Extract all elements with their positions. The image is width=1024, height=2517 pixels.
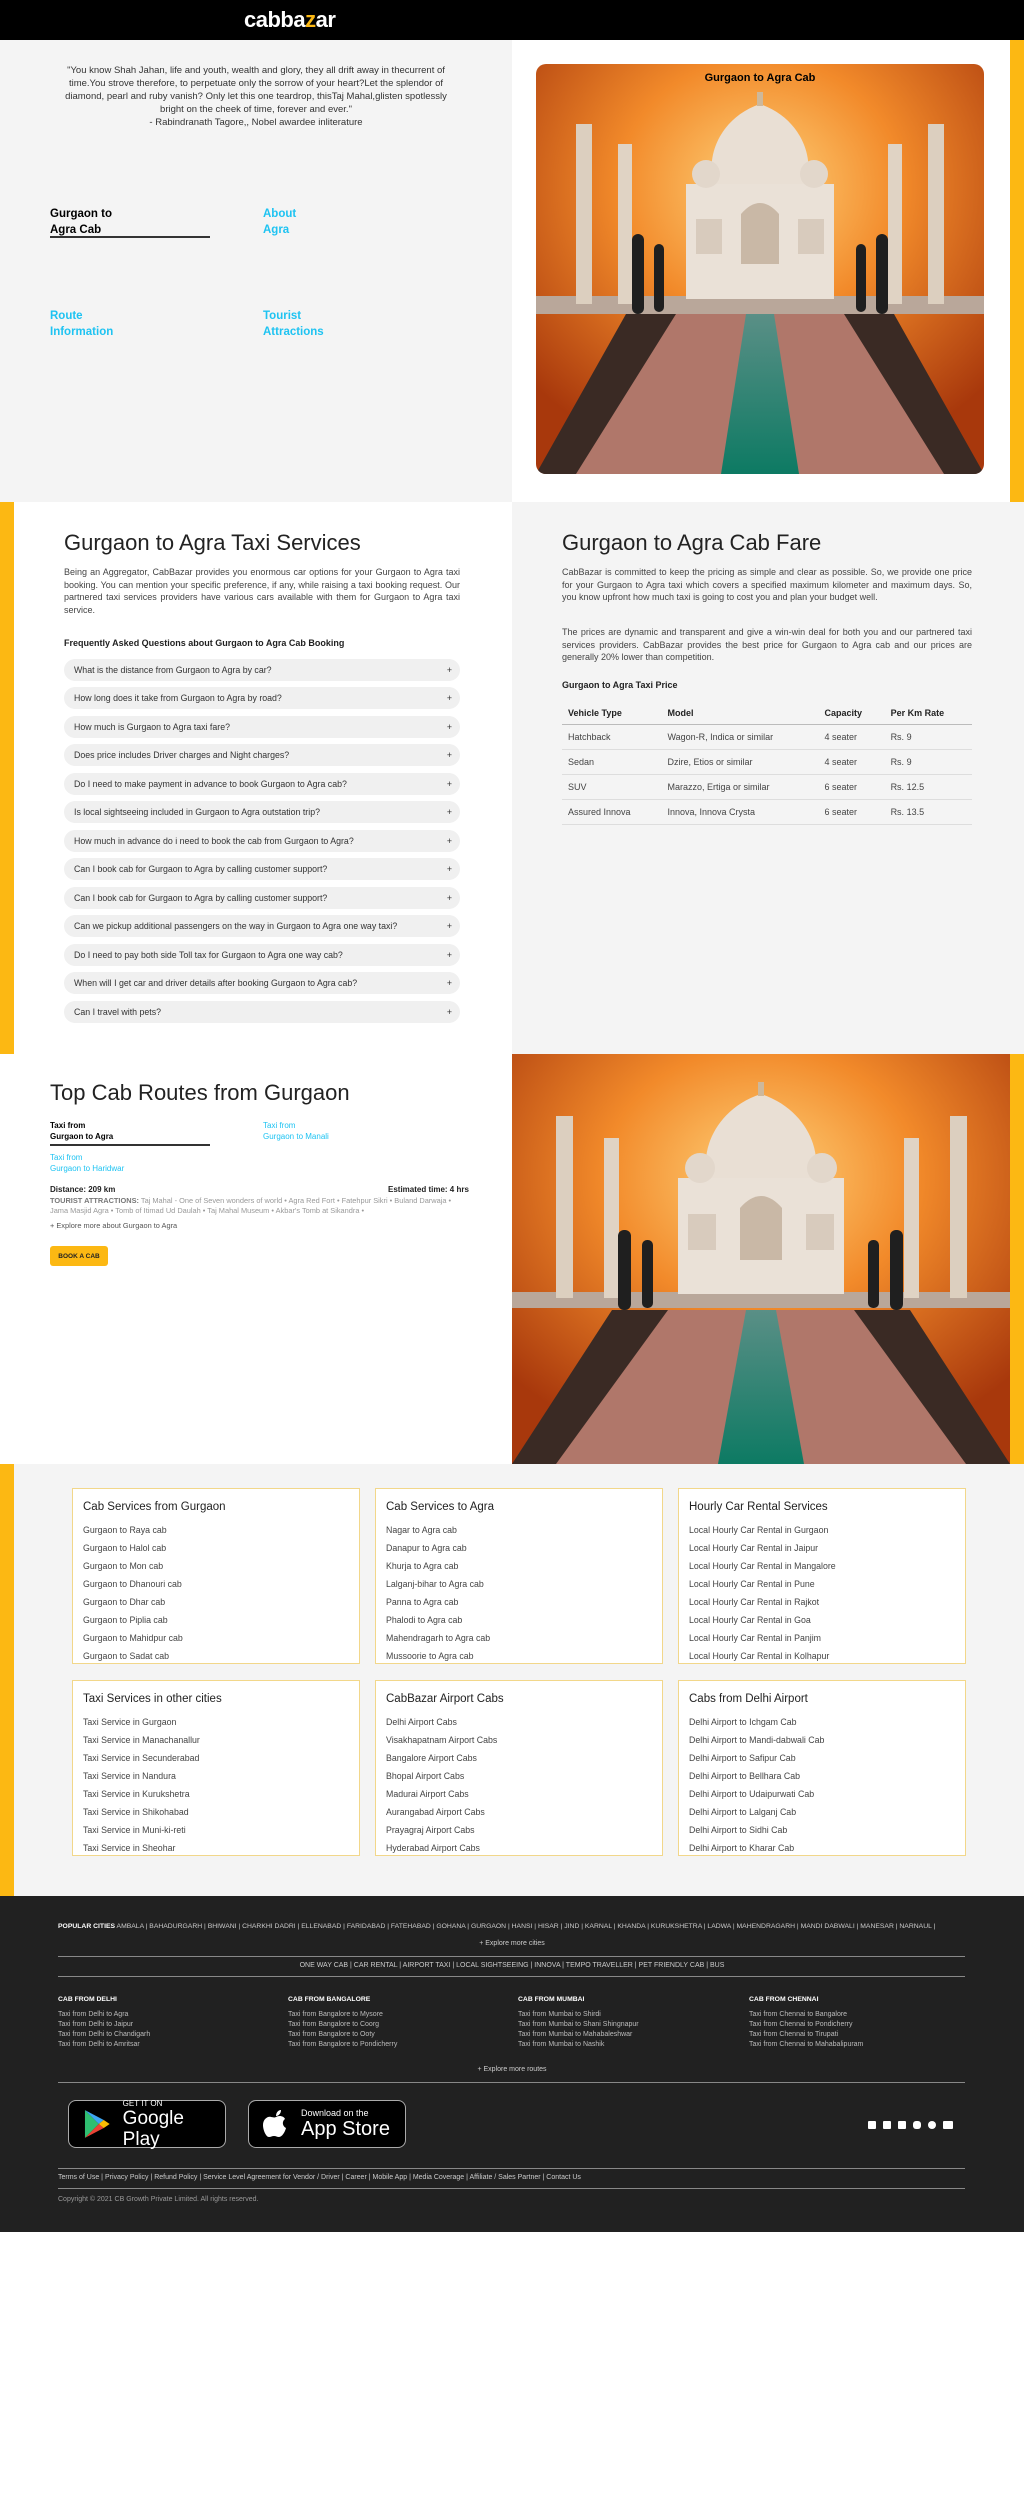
list-item[interactable]: Nagar to Agra cab bbox=[386, 1525, 457, 1535]
faq-item[interactable] bbox=[64, 887, 460, 909]
tab-label-line1: Tourist bbox=[263, 310, 302, 322]
google-play-small-text: GET IT ON bbox=[122, 2098, 163, 2108]
explore-routes-link[interactable]: + Explore more routes bbox=[477, 2066, 547, 2073]
faq-item[interactable] bbox=[64, 944, 460, 966]
book-cab-button[interactable]: BOOK A CAB bbox=[50, 1246, 108, 1266]
copyright: Copyright © 2021 CB Growth Private Limited. All rights reserved. bbox=[58, 2196, 259, 2203]
yellow-accent-strip bbox=[0, 502, 14, 1054]
list-item[interactable]: Local Hourly Car Rental in Gurgaon bbox=[689, 1525, 829, 1535]
plus-icon: + bbox=[446, 1007, 452, 1017]
hero-right bbox=[512, 40, 1024, 502]
footer-column-chennai bbox=[749, 2010, 863, 2050]
column-header: Capacity bbox=[818, 702, 884, 725]
table-cell: Hatchback bbox=[562, 725, 661, 750]
list-item[interactable]: Bangalore Airport Cabs bbox=[386, 1753, 477, 1763]
list-item[interactable]: Delhi Airport to Mandi-dabwali Cab bbox=[689, 1735, 825, 1745]
list-item[interactable]: Gurgaon to Mon cab bbox=[83, 1561, 164, 1571]
plus-icon: + bbox=[446, 921, 452, 931]
facebook-icon[interactable] bbox=[868, 2121, 876, 2129]
google-play-icon bbox=[83, 2109, 111, 2139]
tab-label-line2: Agra bbox=[263, 224, 290, 236]
table-cell: 4 seater bbox=[818, 750, 884, 775]
hero-taj-image bbox=[536, 64, 984, 474]
taj-mahal-illustration bbox=[536, 64, 984, 474]
card-cab-services-to-agra bbox=[375, 1488, 663, 1664]
faq-question: Do I need to make payment in advance to book Gurgaon to Agra cab? bbox=[74, 779, 347, 789]
list-item[interactable]: Visakhapatnam Airport Cabs bbox=[386, 1735, 498, 1745]
tab-label-line1: Route bbox=[50, 310, 83, 322]
plus-icon: + bbox=[446, 722, 452, 732]
active-tab-underline bbox=[50, 236, 210, 238]
list-item[interactable]: Gurgaon to Sadat cab bbox=[83, 1651, 170, 1661]
top-bar bbox=[0, 0, 1024, 40]
list-item[interactable]: Gurgaon to Halol cab bbox=[83, 1543, 167, 1553]
table-row bbox=[562, 775, 972, 800]
card-title: Cab Services to Agra bbox=[386, 1501, 495, 1513]
logo-text-right: ar bbox=[315, 7, 336, 32]
list-item[interactable]: Prayagraj Airport Cabs bbox=[386, 1825, 475, 1835]
list-item[interactable]: Hyderabad Airport Cabs bbox=[386, 1843, 480, 1853]
list-item[interactable]: Gurgaon to Piplia cab bbox=[83, 1615, 168, 1625]
table-cell: Dzire, Etios or similar bbox=[661, 750, 818, 775]
footer-link[interactable]: Taxi from Chennai to Tirupati bbox=[749, 2031, 839, 2038]
faq-item[interactable] bbox=[64, 1001, 460, 1023]
list-item[interactable]: Taxi Service in Sheohar bbox=[83, 1843, 176, 1853]
faq-item[interactable] bbox=[64, 659, 460, 681]
faq-item[interactable] bbox=[64, 716, 460, 738]
list-item[interactable]: Local Hourly Car Rental in Pune bbox=[689, 1579, 815, 1589]
plus-icon: + bbox=[446, 807, 452, 817]
tab-label-line1: About bbox=[263, 208, 297, 220]
list-item[interactable]: Delhi Airport Cabs bbox=[386, 1717, 457, 1727]
table-cell: Rs. 9 bbox=[885, 725, 972, 750]
tab-about-agra[interactable] bbox=[263, 206, 296, 238]
footer-link[interactable]: Taxi from Chennai to Pondicherry bbox=[749, 2021, 853, 2028]
list-item[interactable]: Local Hourly Car Rental in Jaipur bbox=[689, 1543, 819, 1553]
list-item[interactable]: Gurgaon to Mahidpur cab bbox=[83, 1633, 183, 1643]
list-item[interactable]: Delhi Airport to Lalganj Cab bbox=[689, 1807, 797, 1817]
footer-link[interactable]: Taxi from Mumbai to Nashik bbox=[518, 2041, 605, 2048]
list-item[interactable]: Taxi Service in Nandura bbox=[83, 1771, 176, 1781]
table-cell: 6 seater bbox=[818, 800, 884, 825]
tab-label-line1: Gurgaon to bbox=[50, 208, 112, 220]
footer-column-title: CAB FROM BANGALORE bbox=[288, 1996, 371, 2003]
list-item[interactable]: Aurangabad Airport Cabs bbox=[386, 1807, 485, 1817]
google-play-button[interactable] bbox=[68, 2100, 226, 2148]
list-item[interactable]: Taxi Service in Muni-ki-reti bbox=[83, 1825, 186, 1835]
route-tab-line1: Taxi from bbox=[50, 1153, 83, 1162]
services-section bbox=[0, 502, 1024, 1054]
faq-item[interactable] bbox=[64, 744, 460, 766]
google-play-big-text: Google Play bbox=[122, 2107, 184, 2150]
footer-column-delhi bbox=[58, 2010, 150, 2050]
faq-item[interactable] bbox=[64, 858, 460, 880]
list-item[interactable]: Local Hourly Car Rental in Panjim bbox=[689, 1633, 822, 1643]
footer-link[interactable]: Taxi from Chennai to Mahabalipuram bbox=[749, 2041, 864, 2048]
routes-image bbox=[512, 1054, 1024, 1464]
plus-icon: + bbox=[446, 950, 452, 960]
list-item[interactable]: Gurgaon to Dhanouri cab bbox=[83, 1579, 182, 1589]
logo[interactable] bbox=[244, 7, 335, 33]
youtube-icon[interactable] bbox=[943, 2121, 953, 2129]
quote-text: "You know Shah Jahan, life and youth, wealth and glory, they all drift away in thecurrent of time.You strove therefore, to perpetuate only the sorrow of your heart?Let the splendor of diamond, pearl and ruby vanish? Only let this one teardrop, thisTaj Mahal,glisten spotlessly bright on the cheek of time, forever and ever." bbox=[65, 65, 447, 115]
column-header: Vehicle Type bbox=[562, 702, 661, 725]
services-intro: Being an Aggregator, CabBazar provides you enormous car options for your Gurgaon to Agra taxi booking. You can mention your specific preference, if any, while raising a taxi booking request. Our partnered taxi services providers have various cars available with them for Gurgaon to Agra taxi service. bbox=[64, 567, 460, 615]
list-item[interactable]: Delhi Airport to Safipur Cab bbox=[689, 1753, 796, 1763]
faq-question: Do I need to pay both side Toll tax for Gurgaon to Agra one way cab? bbox=[74, 950, 343, 960]
fare-title: Gurgaon to Agra Cab Fare bbox=[562, 530, 822, 555]
footer-link[interactable]: Taxi from Mumbai to Mahabaleshwar bbox=[518, 2031, 633, 2038]
explore-route-link[interactable]: + Explore more about Gurgaon to Agra bbox=[50, 1221, 178, 1230]
cab-fare-panel bbox=[512, 502, 1024, 1054]
divider bbox=[58, 2188, 965, 2189]
footer-link[interactable]: Taxi from Bangalore to Pondicherry bbox=[288, 2041, 398, 2048]
app-store-button[interactable] bbox=[248, 2100, 406, 2148]
route-tab-line1: Taxi from bbox=[50, 1121, 86, 1130]
card-cabbazar-airport-cabs bbox=[375, 1680, 663, 1856]
list-item[interactable]: Delhi Airport to Sidhi Cab bbox=[689, 1825, 788, 1835]
fare-table-title: Gurgaon to Agra Taxi Price bbox=[562, 680, 678, 690]
card-taxi-services-other-cities bbox=[72, 1680, 360, 1856]
yellow-accent-strip bbox=[1010, 40, 1024, 502]
footer-link[interactable]: Taxi from Delhi to Jaipur bbox=[58, 2021, 134, 2028]
link-cards-section bbox=[0, 1464, 1024, 1896]
plus-icon: + bbox=[446, 693, 452, 703]
tab-route-information[interactable] bbox=[50, 308, 113, 340]
list-item[interactable]: Madurai Airport Cabs bbox=[386, 1789, 469, 1799]
tourist-attractions bbox=[50, 1196, 460, 1216]
social-links bbox=[868, 2121, 953, 2129]
table-row bbox=[562, 750, 972, 775]
list-item[interactable]: Delhi Airport to Ichgam Cab bbox=[689, 1717, 797, 1727]
table-cell: Rs. 12.5 bbox=[885, 775, 972, 800]
card-title: Cab Services from Gurgaon bbox=[83, 1501, 226, 1513]
table-cell: SUV bbox=[562, 775, 661, 800]
list-item[interactable]: Local Hourly Car Rental in Mangalore bbox=[689, 1561, 836, 1571]
footer-link[interactable]: Taxi from Delhi to Amritsar bbox=[58, 2041, 140, 2048]
list-item[interactable]: Local Hourly Car Rental in Goa bbox=[689, 1615, 811, 1625]
table-row bbox=[562, 725, 972, 750]
footer-link[interactable]: Taxi from Bangalore to Mysore bbox=[288, 2011, 383, 2018]
footer-column-mumbai bbox=[518, 2010, 639, 2050]
popular-cities bbox=[58, 1922, 968, 1931]
table-cell: Wagon-R, Indica or similar bbox=[661, 725, 818, 750]
footer bbox=[0, 1896, 1024, 2232]
route-estimated-time: Estimated time: 4 hrs bbox=[388, 1185, 469, 1194]
routes-panel bbox=[0, 1054, 512, 1464]
services-links[interactable]: ONE WAY CAB | CAR RENTAL | AIRPORT TAXI | LOCAL SIGHTSEEING | INNOVA | TEMPO TRAVELLER | PET FRIENDLY CAB | BUS bbox=[299, 1962, 725, 1969]
list-item[interactable]: Khurja to Agra cab bbox=[386, 1561, 459, 1571]
faq-item[interactable] bbox=[64, 687, 460, 709]
table-cell: Rs. 9 bbox=[885, 750, 972, 775]
popular-cities-label: POPULAR CITIES bbox=[58, 1923, 116, 1930]
quote-author: - Rabindranath Tagore,, Nobel awardee inliterature bbox=[149, 117, 363, 128]
logo-text-left: cabba bbox=[244, 7, 306, 32]
route-tab-gurgaon-manali[interactable] bbox=[263, 1120, 329, 1142]
card-hourly-car-rental bbox=[678, 1488, 966, 1664]
plus-icon: + bbox=[446, 750, 452, 760]
plus-icon: + bbox=[446, 893, 452, 903]
list-item[interactable]: Panna to Agra cab bbox=[386, 1597, 459, 1607]
list-item[interactable]: Mussoorie to Agra cab bbox=[386, 1651, 474, 1661]
faq-question: Can I book cab for Gurgaon to Agra by calling customer support? bbox=[74, 864, 328, 874]
list-item[interactable]: Local Hourly Car Rental in Kolhapur bbox=[689, 1651, 830, 1661]
taj-mahal-illustration bbox=[512, 1054, 1024, 1464]
list-item[interactable]: Lalganj-bihar to Agra cab bbox=[386, 1579, 484, 1589]
faq-question: What is the distance from Gurgaon to Agra by car? bbox=[74, 665, 272, 675]
faq-question: Does price includes Driver charges and Night charges? bbox=[74, 750, 290, 760]
fare-description-1: CabBazar is committed to keep the pricing as simple and clear as possible. So, we provide one price for your Gurgaon to Agra taxi which covers a specified maximum kilometer and maximum days. So, you know upfront how much taxi is going to cost you and plan your budget well. bbox=[562, 567, 972, 602]
faq-item[interactable] bbox=[64, 915, 460, 937]
route-tab-line1: Taxi from bbox=[263, 1121, 296, 1130]
footer-link[interactable]: Taxi from Bangalore to Coorg bbox=[288, 2021, 380, 2028]
route-distance: Distance: 209 km bbox=[50, 1185, 116, 1194]
faq-question: Can I book cab for Gurgaon to Agra by calling customer support? bbox=[74, 893, 328, 903]
attractions-list: Taj Mahal - One of Seven wonders of world • Agra Red Fort • Fatehpur Sikri • Buland Darwaja • Jama Masjid Agra • Tomb of Itimad Ud Daulah • Taj Mahal Museum • Akbar's Tomb at Sikandra • bbox=[50, 1196, 452, 1215]
faq-item[interactable] bbox=[64, 773, 460, 795]
faq-item[interactable] bbox=[64, 801, 460, 823]
footer-column-bangalore bbox=[288, 2010, 397, 2050]
faq-question: Can I travel with pets? bbox=[74, 1007, 162, 1017]
faq-item[interactable] bbox=[64, 830, 460, 852]
tab-label-line2: Attractions bbox=[263, 326, 324, 338]
linkedin-icon[interactable] bbox=[898, 2121, 906, 2129]
faq-question: Can we pickup additional passengers on the way in Gurgaon to Agra one way taxi? bbox=[74, 921, 398, 931]
attractions-label: TOURIST ATTRACTIONS: bbox=[50, 1196, 139, 1205]
column-header: Model bbox=[661, 702, 818, 725]
table-row bbox=[562, 800, 972, 825]
faq-question: How much in advance do i need to book the cab from Gurgaon to Agra? bbox=[74, 836, 354, 846]
tab-gurgaon-to-agra-cab[interactable] bbox=[50, 206, 112, 238]
apple-icon bbox=[263, 2109, 289, 2139]
tab-label-line2: Information bbox=[50, 326, 114, 338]
top-routes-section bbox=[0, 1054, 1024, 1464]
footer-legal-links[interactable]: Terms of Use | Privacy Policy | Refund Policy | Service Level Agreement for Vendor / Driver | Career | Mobile App | Media Coverage | Affiliate / Sales Partner | Contact Us bbox=[58, 2174, 581, 2181]
fare-description-2: The prices are dynamic and transparent and give a win-win deal for both you and our partnered taxi services providers. CabBazar provides the best price for Gurgaon to Agra cab and our prices are generally 20% lower than competition. bbox=[562, 627, 972, 662]
route-tab-line2: Gurgaon to Manali bbox=[263, 1132, 329, 1141]
faq-question: Is local sightseeing included in Gurgaon to Agra outstation trip? bbox=[74, 807, 320, 817]
card-cabs-from-delhi-airport bbox=[678, 1680, 966, 1856]
card-cab-services-from-gurgaon bbox=[72, 1488, 360, 1664]
table-cell: 4 seater bbox=[818, 725, 884, 750]
tab-tourist-attractions[interactable] bbox=[263, 308, 324, 340]
card-title: Hourly Car Rental Services bbox=[689, 1501, 828, 1513]
routes-title: Top Cab Routes from Gurgaon bbox=[50, 1080, 350, 1105]
footer-column-title: CAB FROM MUMBAI bbox=[518, 1996, 585, 2003]
explore-cities-link[interactable]: + Explore more cities bbox=[479, 1940, 545, 1947]
card-title: Cabs from Delhi Airport bbox=[689, 1693, 808, 1705]
faq-title: Frequently Asked Questions about Gurgaon to Agra Cab Booking bbox=[64, 638, 345, 648]
list-item[interactable]: Taxi Service in Kurukshetra bbox=[83, 1789, 190, 1799]
list-item[interactable]: Delhi Airport to Bellhara Cab bbox=[689, 1771, 800, 1781]
tab-label-line2: Agra Cab bbox=[50, 224, 102, 236]
twitter-icon[interactable] bbox=[883, 2121, 891, 2129]
route-tab-line2: Gurgaon to Haridwar bbox=[50, 1164, 125, 1173]
divider bbox=[58, 2082, 965, 2083]
route-tab-line2: Gurgaon to Agra bbox=[50, 1132, 114, 1141]
card-title: CabBazar Airport Cabs bbox=[386, 1693, 504, 1705]
list-item[interactable]: Taxi Service in Secunderabad bbox=[83, 1753, 200, 1763]
services-title: Gurgaon to Agra Taxi Services bbox=[64, 530, 361, 555]
table-cell: Innova, Innova Crysta bbox=[661, 800, 818, 825]
plus-icon: + bbox=[446, 978, 452, 988]
list-item[interactable]: Gurgaon to Dhar cab bbox=[83, 1597, 166, 1607]
footer-link[interactable]: Taxi from Chennai to Bangalore bbox=[749, 2011, 848, 2018]
taxi-services-panel bbox=[0, 502, 512, 1054]
table-cell: Assured Innova bbox=[562, 800, 661, 825]
plus-icon: + bbox=[446, 836, 452, 846]
list-item[interactable]: Delhi Airport to Kharar Cab bbox=[689, 1843, 795, 1853]
faq-question: How much is Gurgaon to Agra taxi fare? bbox=[74, 722, 230, 732]
footer-column-title: CAB FROM DELHI bbox=[58, 1996, 117, 2003]
active-route-underline bbox=[50, 1144, 210, 1146]
faq-question: How long does it take from Gurgaon to Agra by road? bbox=[74, 693, 282, 703]
hero-left bbox=[0, 40, 512, 502]
list-item[interactable]: Taxi Service in Shikohabad bbox=[83, 1807, 189, 1817]
plus-icon: + bbox=[446, 779, 452, 789]
list-item[interactable]: Danapur to Agra cab bbox=[386, 1543, 467, 1553]
footer-link[interactable]: Taxi from Delhi to Chandigarh bbox=[58, 2031, 151, 2038]
list-item[interactable]: Phalodi to Agra cab bbox=[386, 1615, 463, 1625]
footer-link[interactable]: Taxi from Bangalore to Ooty bbox=[288, 2031, 375, 2038]
divider bbox=[58, 1956, 965, 1957]
table-cell: Rs. 13.5 bbox=[885, 800, 972, 825]
footer-column-title: CAB FROM CHENNAI bbox=[749, 1996, 819, 2003]
faq-question: When will I get car and driver details after booking Gurgaon to Agra cab? bbox=[74, 978, 358, 988]
plus-icon: + bbox=[446, 864, 452, 874]
list-item[interactable]: Bhopal Airport Cabs bbox=[386, 1771, 465, 1781]
footer-link[interactable]: Taxi from Delhi to Agra bbox=[58, 2011, 129, 2018]
list-item[interactable]: Gurgaon to Raya cab bbox=[83, 1525, 167, 1535]
list-item[interactable]: Delhi Airport to Udaipurwati Cab bbox=[689, 1789, 815, 1799]
popular-cities-list[interactable]: AMBALA | BAHADURGARH | BHIWANI | CHARKHI DADRI | ELLENABAD | FARIDABAD | FATEHABAD | GOHANA | GURGAON | HANSI | HISAR | JIND | KARNAL | KHANDA | KURUKSHETRA | LADWA | MAHENDRAGARH | MANDI DABWALI | MANESAR | NARNAUL | bbox=[115, 1923, 936, 1930]
hero-image-title: Gurgaon to Agra Cab bbox=[704, 72, 816, 84]
table-cell: Sedan bbox=[562, 750, 661, 775]
table-header-row bbox=[562, 702, 972, 725]
card-title: Taxi Services in other cities bbox=[83, 1693, 222, 1705]
table-cell: 6 seater bbox=[818, 775, 884, 800]
list-item[interactable]: Taxi Service in Manachanallur bbox=[83, 1735, 200, 1745]
footer-link[interactable]: Taxi from Mumbai to Shirdi bbox=[518, 2011, 601, 2018]
table-cell: Marazzo, Ertiga or similar bbox=[661, 775, 818, 800]
footer-link[interactable]: Taxi from Mumbai to Shani Shingnapur bbox=[518, 2021, 639, 2028]
column-header: Per Km Rate bbox=[885, 702, 972, 725]
list-item[interactable]: Taxi Service in Gurgaon bbox=[83, 1717, 177, 1727]
divider bbox=[58, 2168, 965, 2169]
divider bbox=[58, 1976, 965, 1977]
route-tab-gurgaon-haridwar[interactable] bbox=[50, 1152, 124, 1174]
list-item[interactable]: Mahendragarh to Agra cab bbox=[386, 1633, 491, 1643]
pinterest-icon[interactable] bbox=[928, 2121, 936, 2129]
hero-quote bbox=[56, 64, 456, 129]
faq-item[interactable] bbox=[64, 972, 460, 994]
fare-table bbox=[562, 702, 972, 825]
app-store-small-text: Download on the bbox=[301, 2108, 369, 2118]
route-tab-gurgaon-agra[interactable] bbox=[50, 1120, 113, 1142]
instagram-icon[interactable] bbox=[913, 2121, 921, 2129]
hero-section bbox=[0, 40, 1024, 502]
plus-icon: + bbox=[446, 665, 452, 675]
logo-text-accent: z bbox=[305, 7, 316, 32]
list-item[interactable]: Local Hourly Car Rental in Rajkot bbox=[689, 1597, 820, 1607]
yellow-accent-strip bbox=[0, 1464, 14, 1896]
app-store-big-text: App Store bbox=[301, 2118, 390, 2140]
